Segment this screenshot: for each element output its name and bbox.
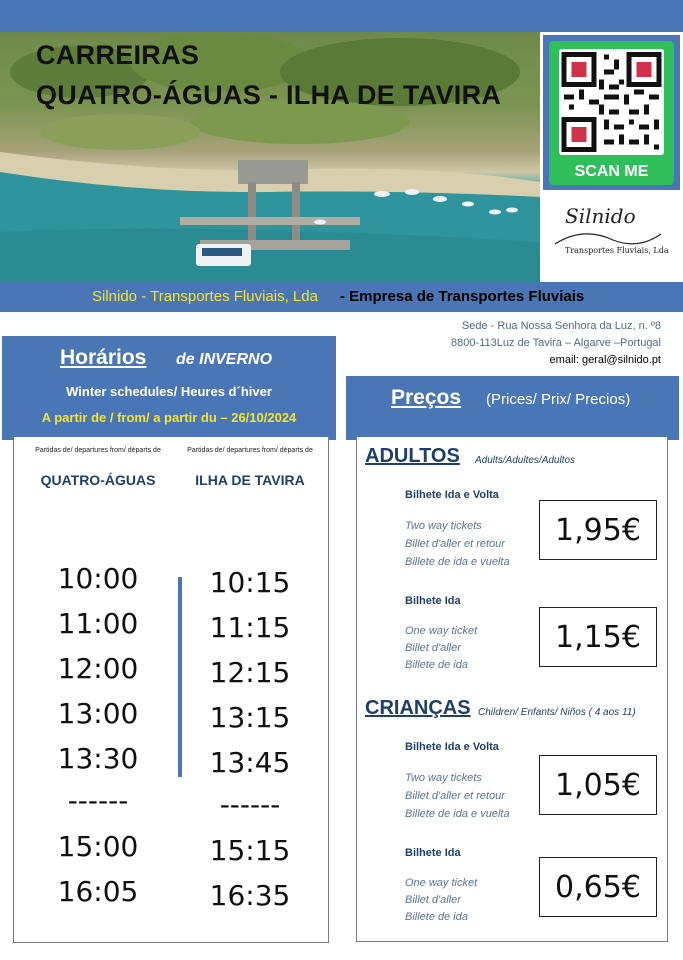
category-adults-sub: Adults/Adultes/Adultos (475, 455, 576, 466)
price-value: 1,15€ (539, 607, 657, 667)
ticket-line: One way ticket (405, 877, 478, 889)
column-origin: QUATRO-ÁGUAS (40, 472, 156, 488)
category-adults: ADULTOS (365, 445, 460, 467)
ticket-description (405, 875, 477, 926)
prices-title: Preços (391, 386, 462, 409)
time-gap: ------ (67, 784, 129, 817)
ticket-line: Billet d'aller et retour (405, 790, 505, 802)
ticket-line: Billete de ida (405, 911, 468, 923)
departure-time: 13:15 (209, 701, 291, 734)
ticket-line: Billete de ida e vuelta (405, 808, 510, 820)
ticket-line: Two way tickets (405, 520, 482, 532)
ticket-line: One way ticket (405, 625, 478, 637)
schedule-subtitle: Winter schedules/ Heures d´hiver (66, 384, 272, 399)
ticket-line: Billete de ida e vuelta (405, 556, 510, 568)
departure-time: 11:00 (57, 607, 139, 640)
ticket-title: Bilhete Ida (405, 595, 461, 607)
departures-column-quatro-aguas (18, 437, 178, 908)
company-band (0, 282, 683, 312)
hero-photo (0, 32, 540, 282)
departure-time: 15:00 (57, 830, 139, 863)
ticket-title: Bilhete Ida e Volta (405, 741, 499, 753)
email-link[interactable]: email: geral@silnido.pt (549, 354, 661, 366)
departure-time: 16:05 (57, 875, 139, 908)
logo-wave-icon (543, 196, 669, 278)
prices-header (346, 376, 679, 440)
company-name: Silnido - Transportes Fluviais, Lda (92, 288, 318, 305)
address-line2: 8800-113Luz de Tavira – Algarve –Portugal (451, 337, 661, 349)
qr-card (549, 41, 674, 185)
prices-panel (356, 437, 668, 942)
departure-time: 13:30 (57, 742, 139, 775)
departure-time: 13:00 (57, 697, 139, 730)
column-origin: ILHA DE TAVIRA (195, 472, 305, 488)
scan-me-label: SCAN ME (574, 163, 649, 180)
prices-subtitle: (Prices/ Prix/ Precios) (486, 391, 631, 408)
ticket-line: Billete de ida (405, 659, 468, 671)
ticket-line: Billet d'aller et retour (405, 538, 505, 550)
price-value: 0,65€ (539, 857, 657, 917)
address-block (451, 318, 661, 369)
qr-code-icon (559, 49, 664, 155)
schedule-panel (13, 437, 329, 943)
time-gap: ------ (219, 788, 281, 821)
ticket-line: Billet d'aller (405, 894, 461, 906)
category-children-sub: Children/ Enfants/ Niños ( 4 aos 11) (478, 707, 636, 718)
departure-time: 15:15 (209, 834, 291, 867)
schedule-valid-from: A partir de / from/ a partir du – 26/10/2024 (41, 410, 297, 425)
price-value: 1,05€ (539, 755, 657, 815)
qr-code (559, 49, 664, 155)
ticket-title: Bilhete Ida (405, 847, 461, 859)
departure-time: 12:15 (209, 656, 291, 689)
schedule-title: Horários (60, 346, 147, 369)
column-caption: Partidas de/ departures from/ départs de (187, 447, 313, 454)
top-band (0, 0, 683, 32)
qr-code-box[interactable] (543, 35, 680, 190)
hero-title-line1: CARREIRAS (36, 40, 200, 70)
ticket-description (405, 623, 477, 674)
company-tagline: - Empresa de Transportes Fluviais (340, 288, 585, 305)
departures-column-ilha-de-tavira (170, 437, 330, 912)
price-value: 1,95€ (539, 500, 657, 560)
logo-subtitle: Transportes Fluviais, Lda (565, 246, 669, 255)
hero-title-line2: QUATRO-ÁGUAS - ILHA DE TAVIRA (36, 80, 502, 110)
schedule-season: de INVERNO (176, 351, 273, 368)
category-children: CRIANÇAS (365, 697, 471, 719)
departure-time: 10:00 (57, 562, 139, 595)
ticket-line: Two way tickets (405, 772, 482, 784)
departure-time: 12:00 (57, 652, 139, 685)
column-caption: Partidas de/ departures from/ départs de (35, 447, 161, 454)
ticket-description (405, 517, 510, 571)
departure-time: 11:15 (209, 611, 291, 644)
logo-name: Silnido (565, 204, 636, 228)
ticket-line: Billet d'aller (405, 642, 461, 654)
schedule-header (2, 336, 336, 440)
departure-time: 16:35 (209, 879, 291, 912)
address-line1: Sede - Rua Nossa Senhora da Luz, n. º8 (461, 320, 661, 332)
departure-time: 10:15 (209, 566, 291, 599)
departure-time: 13:45 (209, 746, 291, 779)
ticket-description (405, 769, 510, 823)
ticket-title: Bilhete Ida e Volta (405, 489, 499, 501)
company-logo (543, 196, 669, 278)
